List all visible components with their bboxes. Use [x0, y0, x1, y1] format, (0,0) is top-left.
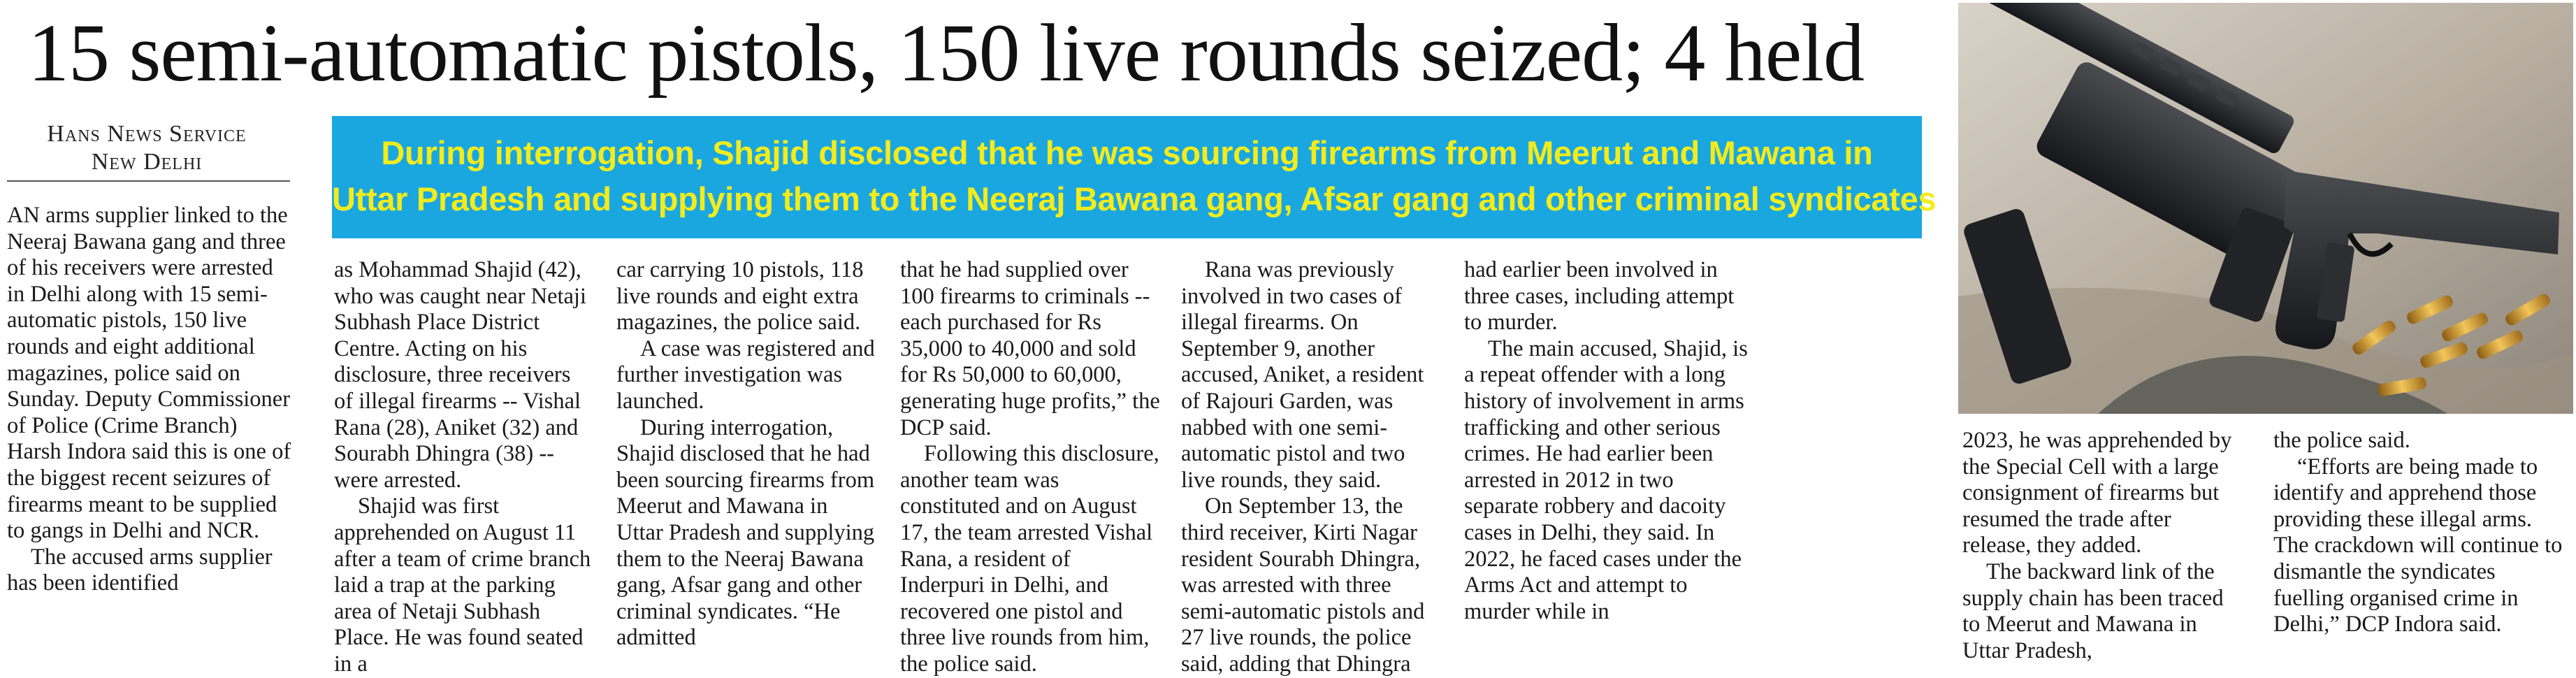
- paragraph: as Mohammad Shajid (42), who was caught near Netaji Subhash Place District Centre. Acting on his disclosure, three receivers of illegal firearms -- Vishal Rana (28), Aniket (32) and Sourabh Dhingra (38) -- were arrested.: [334, 257, 586, 493]
- paragraph: During interrogation, Shajid disclosed that he had been sourcing firearms from Meerut and Mawana in Uttar Pradesh and supplying them to the Neeraj Bawana gang, Afsar gang and other criminal syndicates. “He admitted: [616, 414, 875, 651]
- paragraph: The backward link of the supply chain has been traced to Meerut and Mawana in Uttar Pradesh,: [1962, 558, 2224, 663]
- firearms-photo-illustration: [1958, 3, 2573, 414]
- paragraph: Following this disclosure, another team was constituted and on August 17, the team arrested Vishal Rana, a resident of Inderpuri in Delhi, and recovered one pistol and three live rounds from him, the police said.: [900, 441, 1159, 677]
- article-column-8: [2273, 428, 2570, 678]
- headline: 15 semi-automatic pistols, 150 live rounds seized; 4 held: [28, 7, 1865, 99]
- paragraph: The main accused, Shajid, is a repeat offender with a long history of involvement in arms trafficking and other serious crimes. He had earlier been arrested in 2012 in two separate robbery and dacoity cases in Delhi, they said. In 2022, he faced cases under the Arms Act and attempt to murder while in: [1464, 336, 1748, 624]
- paragraph: The accused arms supplier has been identified: [7, 544, 273, 596]
- paragraph: “Efforts are being made to identify and apprehend those providing these illegal arms. The crackdown will continue to dismantle the syndicates fuelling organised crime in Delhi,” DCP Indora said.: [2273, 454, 2563, 637]
- article-column-1: [7, 203, 294, 678]
- pull-quote-line-2: Uttar Pradesh and supplying them to the Neeraj Bawana gang, Afsar gang and other criminal syndicates: [332, 180, 1937, 217]
- byline-place: New Delhi: [91, 149, 203, 175]
- article-column-7: [1962, 428, 2245, 678]
- article-column-4: [900, 257, 1160, 678]
- byline-agency: Hans News Service: [47, 121, 247, 147]
- paragraph: had earlier been involved in three cases, including attempt to murder.: [1464, 257, 1735, 336]
- article-column-2: [334, 257, 594, 678]
- article-photo-firearms: [1958, 3, 2573, 414]
- pull-quote-line-1: During interrogation, Shajid disclosed that he was sourcing firearms from Meerut and Mawana in: [381, 134, 1873, 171]
- paragraph: A case was registered and further investigation was launched.: [616, 336, 875, 414]
- paragraph: car carrying 10 pistols, 118 live rounds and eight extra magazines, the police said.: [616, 257, 864, 336]
- paragraph: the police said.: [2273, 428, 2410, 453]
- article-column-3: [616, 257, 876, 678]
- paragraph: AN arms supplier linked to the Neeraj Bawana gang and three of his receivers were arrested in Delhi along with 15 semi-automatic pistols, 150 live rounds and eight additional magazines, police said on Sunday. Deputy Commissioner of Police (Crime Branch) Harsh Indora said this is one of the biggest recent seizures of firearms meant to be supplied to gangs in Delhi and NCR.: [7, 203, 291, 544]
- paragraph: Shajid was first apprehended on August 11 after a team of crime branch laid a trap at the parking area of Netaji Subhash Place. He was found seated in a: [334, 493, 591, 677]
- paragraph: Rana was previously involved in two cases of illegal firearms. On September 9, another accused, Aniket, a resident of Rajouri Garden, was nabbed with one semi-automatic pistol and two live rounds, they said.: [1181, 257, 1424, 493]
- article-column-6: [1464, 257, 1751, 678]
- byline-divider: [7, 180, 290, 182]
- article-column-5: [1181, 257, 1441, 678]
- paragraph: that he had supplied over 100 firearms to criminals -- each purchased for Rs 35,000 to 40,000 and sold for Rs 50,000 to 60,000, generating huge profits,” the DCP said.: [900, 257, 1160, 440]
- pull-quote-box: [332, 116, 1937, 238]
- paragraph: On September 13, the third receiver, Kirti Nagar resident Sourabh Dhingra, was arrested with three semi-automatic pistols and 27 live rounds, the police said, adding that Dhingra: [1181, 493, 1425, 677]
- paragraph: 2023, he was apprehended by the Special Cell with a large consignment of firearms but resumed the trade after release, they added.: [1962, 428, 2232, 558]
- byline: [0, 120, 294, 176]
